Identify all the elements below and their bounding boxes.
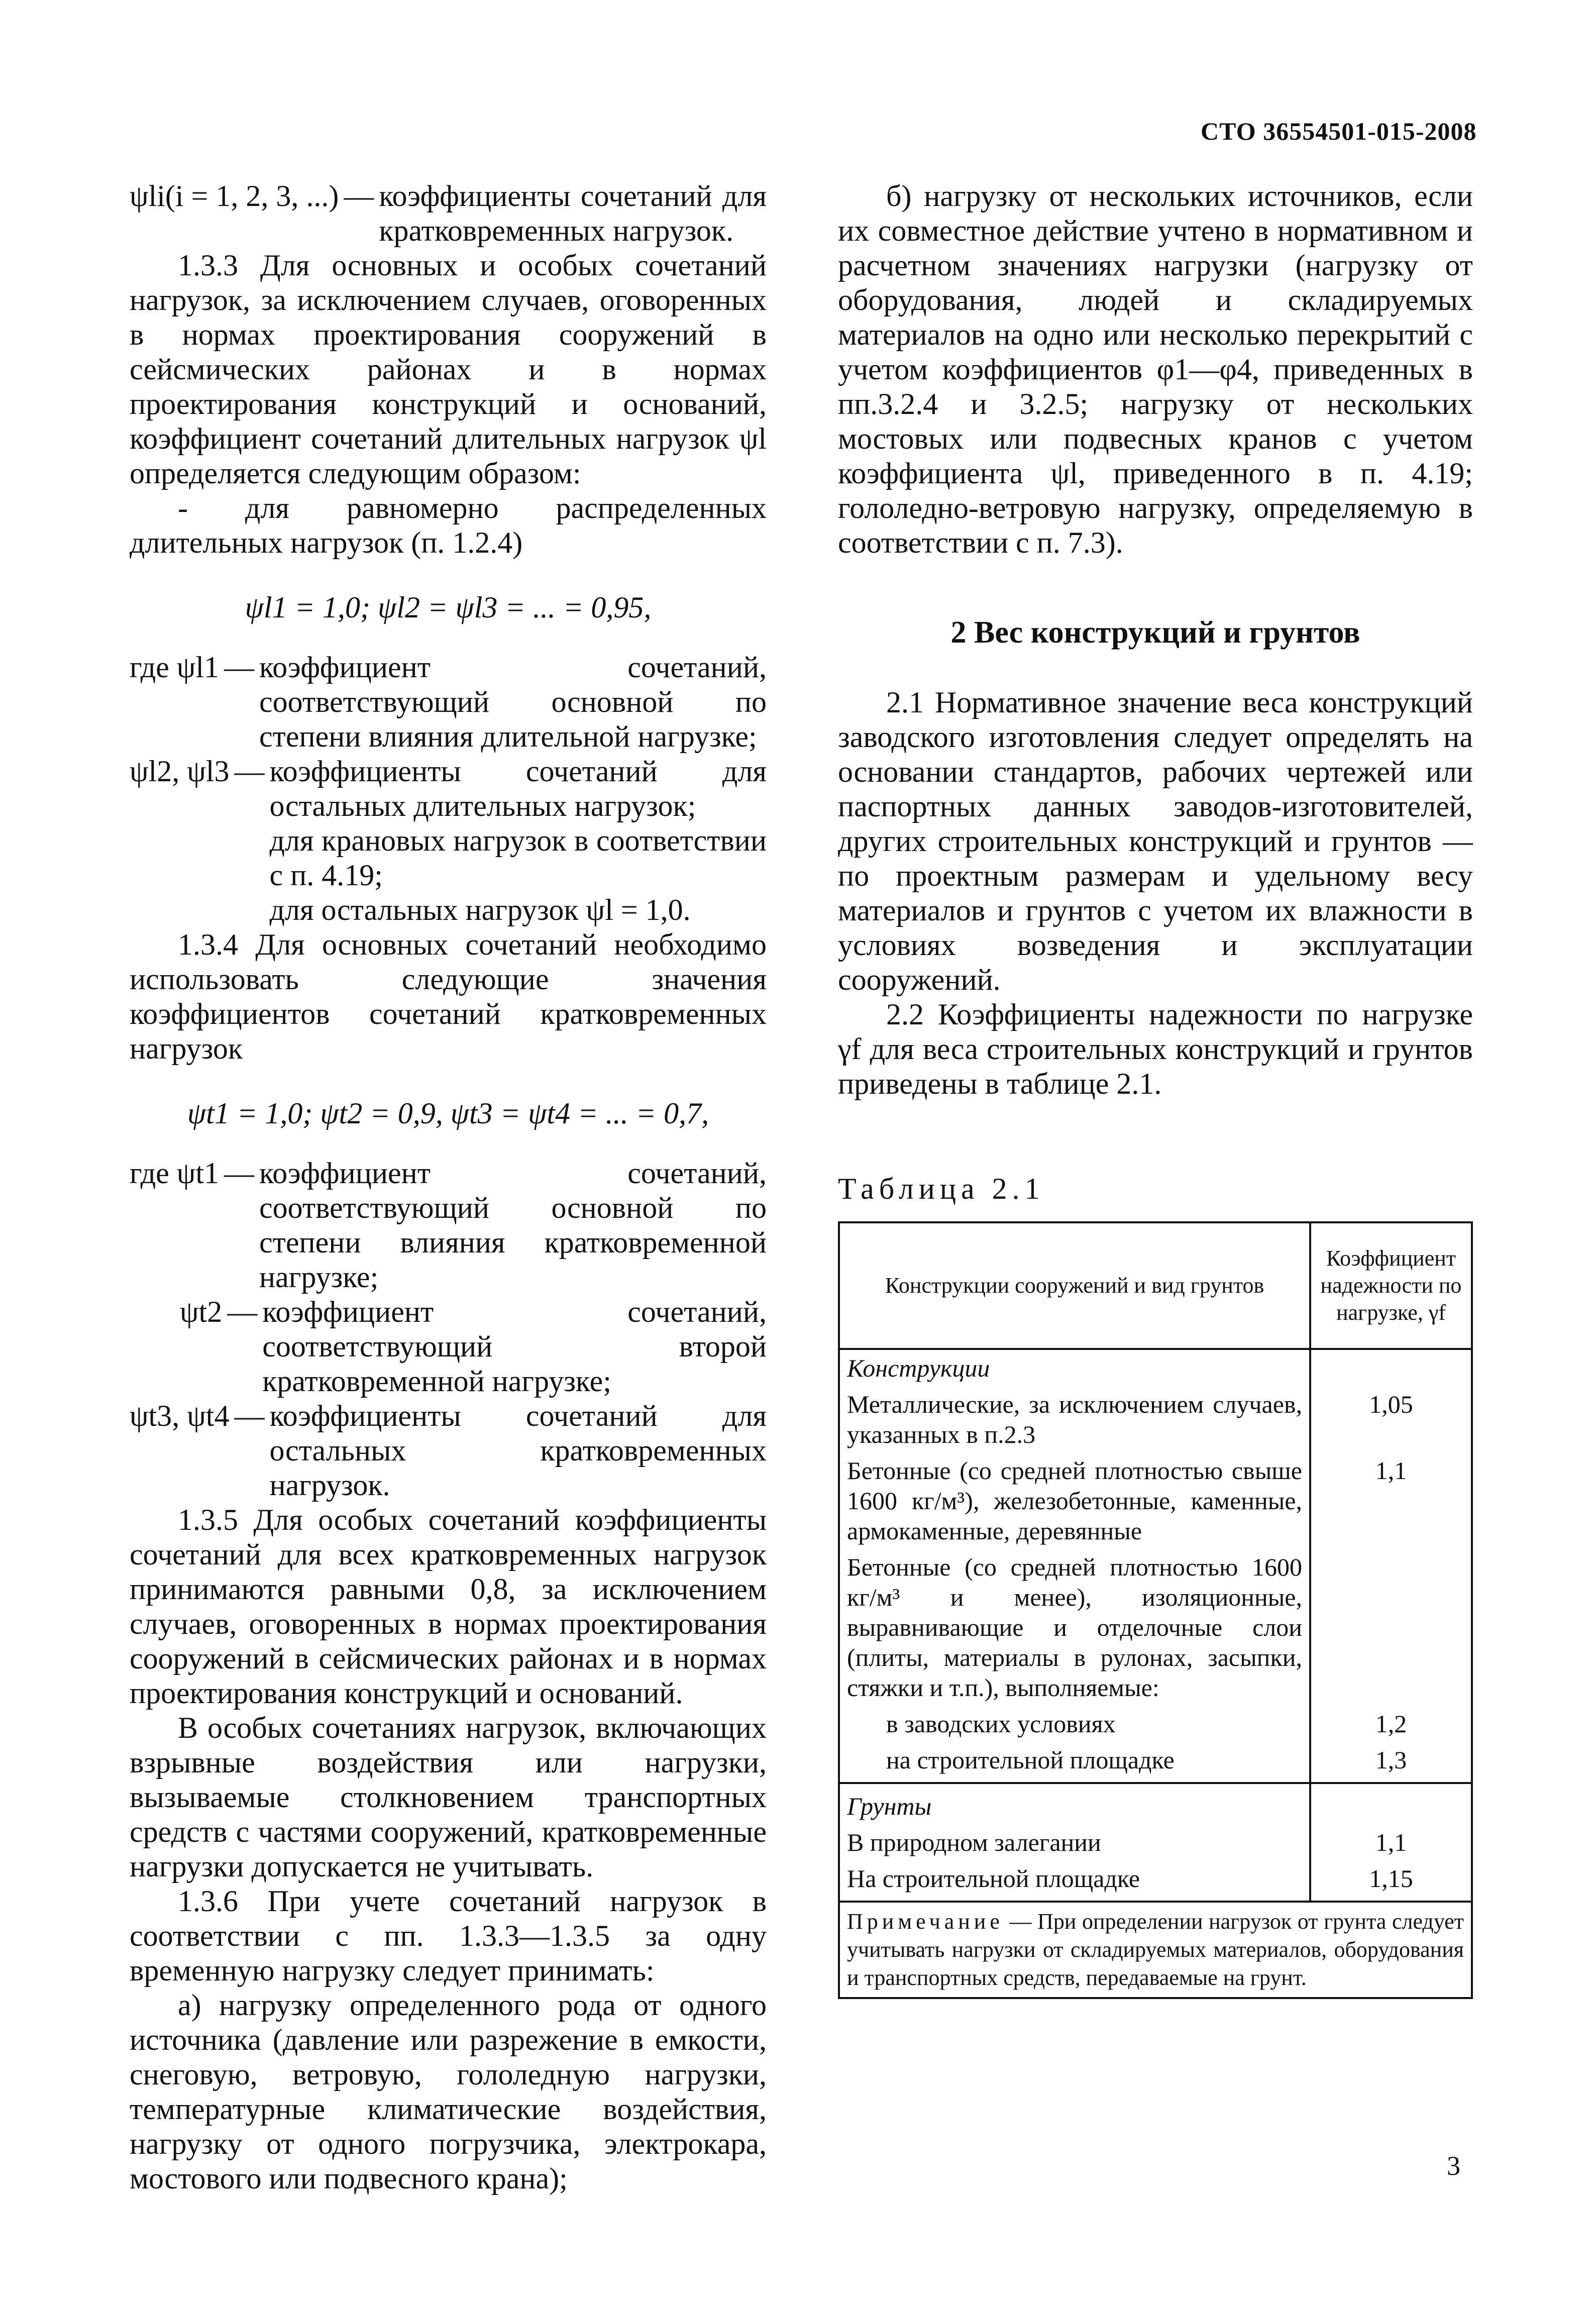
table-section-structures: Конструкции [839,1349,1310,1386]
table-row-label: Металлические, за исключением случаев, указанных в п.2.3 [839,1386,1310,1452]
table-row-value: 1,3 [1310,1742,1472,1783]
definition-term: ψl2, ψl3 [130,755,230,788]
paragraph-1-3-6-a: а) нагрузку определенного рода от одного источника (давление или разрежение в емкости, снеговую, ветровую, гололедную нагрузки, температурные климатические воздействия, нагрузку от одного погрузчика, электрокара, мостового или подвесного крана); [130,1988,767,2195]
definition-psi-l1: где ψl1 — коэффициент сочетаний, соответствующий основной по степени влияния длительной нагрузке; [130,651,767,753]
table-row [839,1549,1472,1706]
table-row [839,1706,1472,1742]
definition-term: где ψt1 [130,1157,220,1190]
table-row-label: Бетонные (со средней плотностью 1600 кг/м³ и менее), изоляционные, выравнивающие и отделочные слои (плиты, материалы в рулонах, засыпки, стяжки и т.п.), выполняемые: [839,1549,1310,1706]
definition-psi-l2-l3: ψl2, ψl3 — коэффициенты сочетаний для остальных длительных нагрузок; для крановых нагрузок в соответствии с п. 4.19; для остальных нагрузок ψl = 1,0. [130,755,767,926]
table-note [839,1902,1472,1998]
definition-term: ψli(i = 1, 2, 3, ...) [130,179,339,213]
paragraph-2-1: 2.1 Нормативное значение веса конструкций заводского изготовления следует определять на основании стандартов, рабочих чертежей или паспортных данных заводов-изготовителей, других строительных конструкций и грунтов — по проектным размерам и удельному весу материалов и грунтов с учетом их влажности в условиях возведения и эксплуатации сооружений. [838,686,1473,996]
note-label: Примечание [847,1909,1004,1934]
definition-text-other: для остальных нагрузок ψl = 1,0. [269,893,691,926]
definition-text: коэффициенты сочетаний для остальных длительных нагрузок; [269,755,767,822]
table-header-factor: Коэффициент надежности по нагрузке, γf [1310,1222,1472,1349]
load-factor-table [838,1221,1473,1999]
definition-term: ψt2 [180,1295,223,1328]
table-row-label: на строительной площадке [839,1742,1310,1783]
left-column [130,179,767,2196]
table-row [839,1824,1472,1860]
table-section-row [839,1349,1472,1386]
table-section-soils: Грунты [839,1783,1310,1824]
table-row-value: 1,05 [1310,1386,1472,1452]
table-row [839,1452,1472,1549]
right-column [838,179,1473,1999]
paragraph-1-3-3: 1.3.3 Для основных и особых сочетаний нагрузок, за исключением случаев, оговоренных в нормах проектирования сооружений в сейсмических районах и в нормах проектирования конструкций и оснований, коэффициент сочетаний длительных нагрузок ψl определяется следующим образом: [130,249,767,490]
equation-psi-t: ψt1 = 1,0; ψt2 = 0,9, ψt3 = ψt4 = ... = 0,7, [187,1097,709,1130]
table-row [839,1742,1472,1783]
definition-text: коэффициент сочетаний, соответствующий основной по степени влияния длительной нагрузке; [259,651,767,753]
definition-term: ψt3, ψt4 [130,1399,230,1432]
definition-term: где ψl1 [130,651,220,684]
definition-text: коэффициенты сочетаний для остальных кратковременных нагрузок. [269,1399,767,1502]
table-row-value: 1,1 [1310,1824,1472,1860]
table-row-value: 1,15 [1310,1860,1472,1902]
definition-text: коэффициент сочетаний, соответствующий второй кратковременной нагрузке; [262,1295,767,1398]
equation-psi-l: ψl1 = 1,0; ψl2 = ψl3 = ... = 0,95, [245,591,652,624]
table-row-label: На строительной площадке [839,1860,1310,1902]
table-row-value: 1,2 [1310,1706,1472,1742]
table-row [839,1386,1472,1452]
paragraph-1-3-3-list: - для равномерно распределенных длительных нагрузок (п. 1.2.4) [130,491,767,559]
paragraph-1-3-5-special: В особых сочетаниях нагрузок, включающих взрывные воздействия или нагрузки, вызываемые столкновением транспортных средств с частями сооружений, кратковременные нагрузки допускается не учитывать. [130,1711,767,1883]
page-number: 3 [1447,2151,1460,2181]
table-row-label: В природном залегании [839,1824,1310,1860]
table-caption: Таблица 2.1 [838,1172,1045,1205]
table-row-label: в заводских условиях [839,1706,1310,1742]
table-note-row [839,1902,1472,1998]
definition-text: коэффициент сочетаний, соответствующий основной по степени влияния кратковременной нагрузке; [259,1157,767,1294]
paragraph-1-3-6: 1.3.6 При учете сочетаний нагрузок в соответствии с пп. 1.3.3—1.3.5 за одну временную нагрузку следует принимать: [130,1884,767,1987]
table-header-row [839,1222,1472,1349]
paragraph-1-3-5: 1.3.5 Для особых сочетаний коэффициенты сочетаний для всех кратковременных нагрузок принимаются равными 0,8, за исключением случаев, оговоренных в нормах проектирования сооружений в сейсмических районах и в нормах проектирования конструкций и оснований. [130,1503,767,1710]
table-header-structures: Конструкции сооружений и вид грунтов [839,1222,1310,1349]
paragraph-2-2: 2.2 Коэффициенты надежности по нагрузке γf для веса строительных конструкций и грунтов приведены в таблице 2.1. [838,998,1473,1100]
document-code: СТО 36554501-015-2008 [1201,117,1477,145]
paragraph-1-3-4: 1.3.4 Для основных сочетаний необходимо использовать следующие значения коэффициентов сочетаний кратковременных нагрузок [130,928,767,1065]
definition-psi-t2: ψt2 — коэффициент сочетаний, соответствующий второй кратковременной нагрузке; [130,1295,767,1399]
definition-psi-t3-t4: ψt3, ψt4 — коэффициенты сочетаний для остальных кратковременных нагрузок. [130,1399,767,1502]
table-row-value: 1,1 [1310,1452,1472,1549]
definition-text: коэффициенты сочетаний для кратковременных нагрузок. [379,179,767,247]
table-row-label: Бетонные (со средней плотностью свыше 1600 кг/м³), железобетонные, каменные, армокаменные, деревянные [839,1452,1310,1549]
definition-psi-li: ψli(i = 1, 2, 3, ...) — коэффициенты сочетаний для кратковременных нагрузок. [130,179,767,247]
definition-text-crane: для крановых нагрузок в соответствии с п. 4.19; [269,824,767,892]
section-heading: 2 Вес конструкций и грунтов [950,615,1360,650]
table-row [839,1860,1472,1902]
note-text: — При определении нагрузок от грунта следует учитывать нагрузки от складируемых материалов, оборудования и транспортных средств, передаваемые на грунт. [847,1909,1464,1990]
paragraph-1-3-6-b: б) нагрузку от нескольких источников, если их совместное действие учтено в нормативном и расчетном значениях нагрузки (нагрузку от оборудования, людей и складируемых материалов на одно или несколько перекрытий с учетом коэффициентов φ1—φ4, приведенных в пп.3.2.4 и 3.2.5; нагрузку от нескольких мостовых или подвесных кранов с учетом коэффициента ψl, приведенного в п. 4.19; гололедно-ветровую нагрузку, определяемую в соответствии с п. 7.3). [838,179,1473,559]
definition-psi-t1: где ψt1 — коэффициент сочетаний, соответствующий основной по степени влияния кратковременной нагрузке; [130,1157,767,1294]
table-section-row [839,1783,1472,1824]
